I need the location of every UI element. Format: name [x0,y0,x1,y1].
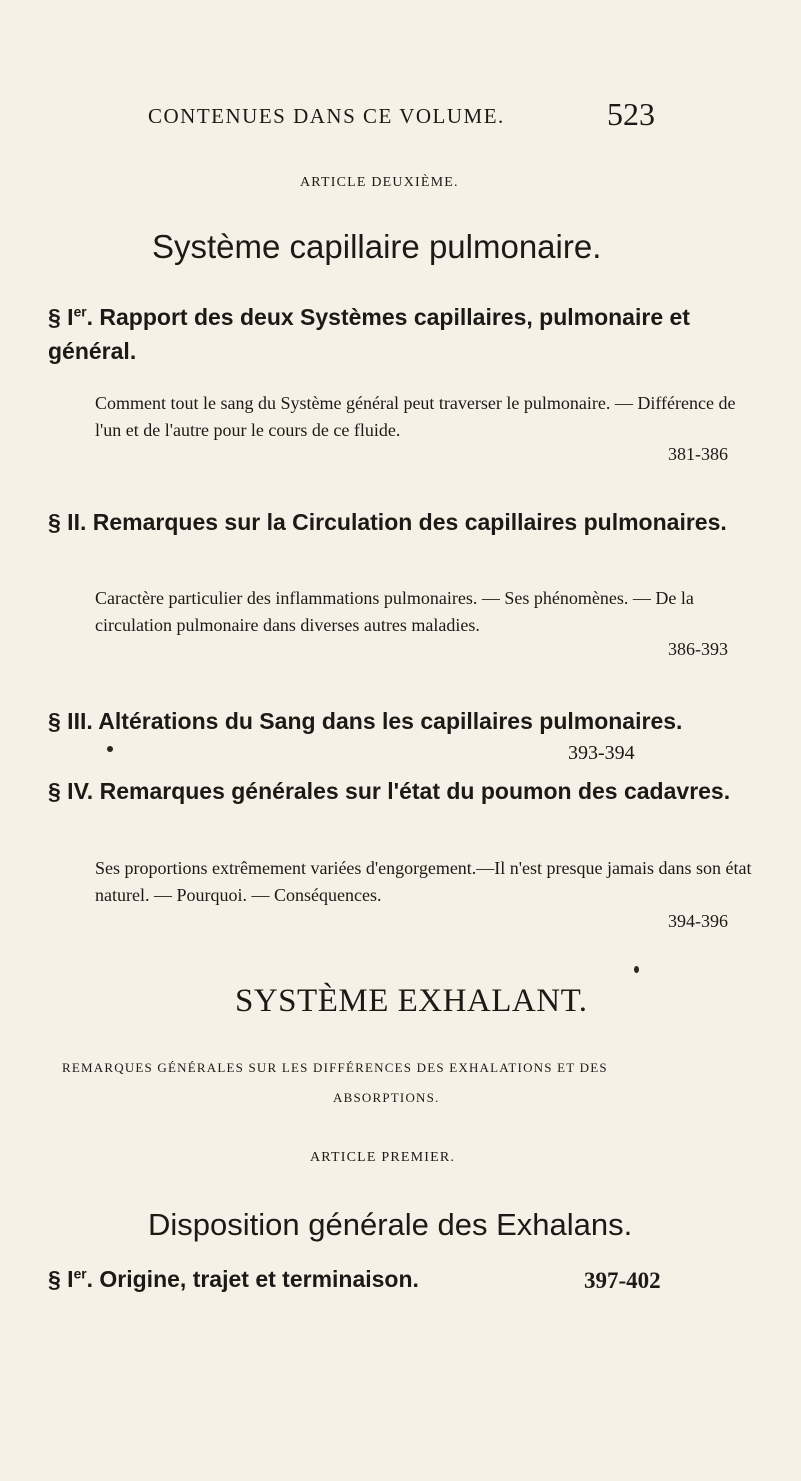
toc-entry-heading [48,505,748,539]
summary-text: Ses proportions extrêmement variées d'engorgement.—Il n'est presque jamais dans son état naturel. — Pourquoi. — Conséquences. [95,858,752,905]
remarks-heading-continued: ABSORPTIONS. [333,1090,440,1105]
toc-entry-heading [48,1266,419,1293]
article-heading: ARTICLE PREMIER. [310,1150,456,1165]
toc-entry-heading [48,774,748,808]
heading-text: Altérations du Sang dans les capillaires pulmonaires. [98,708,683,734]
page-range: 381-386 [668,444,728,464]
page-number: 523 [607,96,655,132]
section-mark: § I [48,1266,74,1292]
heading-text: Remarques générales sur l'état du poumon des cadavres. [99,778,731,804]
ink-speck [107,746,113,752]
page-range: 393-394 [568,742,635,764]
section-mark: § IV. [48,778,94,804]
heading-text: . Rapport des deux Systèmes capillaires, pulmonaire et général. [48,304,690,364]
running-head: CONTENUES DANS CE VOLUME. [148,104,505,128]
summary-text: Comment tout le sang du Système général peut traverser le pulmonaire. — Différence de l'un et de l'autre pour le cours de ce fluide. [95,393,736,440]
toc-entry-summary [95,855,755,909]
page-range: 386-393 [668,639,728,659]
part-title: SYSTÈME EXHALANT. [235,983,588,1019]
toc-entry-heading [48,704,682,738]
page-range: 394-396 [668,911,728,931]
section-mark-sup: er [73,304,87,320]
section-title: Système capillaire pulmonaire. [152,228,602,265]
heading-text: Remarques sur la Circulation des capillaires pulmonaires. [92,509,727,535]
section-title: Disposition générale des Exhalans. [148,1207,633,1242]
heading-text: . Origine, trajet et terminaison. [86,1266,419,1292]
section-mark: § II. [48,509,87,535]
section-mark: § I [48,304,74,330]
toc-entry-summary [95,585,755,639]
toc-entry-summary [95,390,755,444]
ink-speck [634,966,639,973]
toc-entry-heading [48,300,748,368]
section-mark: § III. [48,708,93,734]
summary-text: Caractère particulier des inflammations pulmonaires. — Ses phénomènes. — De la circulation pulmonaire dans diverses autres maladies. [95,588,694,635]
section-mark-sup: er [73,1266,87,1282]
page-range: 397-402 [584,1268,661,1293]
article-heading: ARTICLE DEUXIÈME. [300,175,459,190]
remarks-heading: REMARQUES GÉNÉRALES SUR LES DIFFÉRENCES DES EXHALATIONS ET DES [62,1060,608,1075]
